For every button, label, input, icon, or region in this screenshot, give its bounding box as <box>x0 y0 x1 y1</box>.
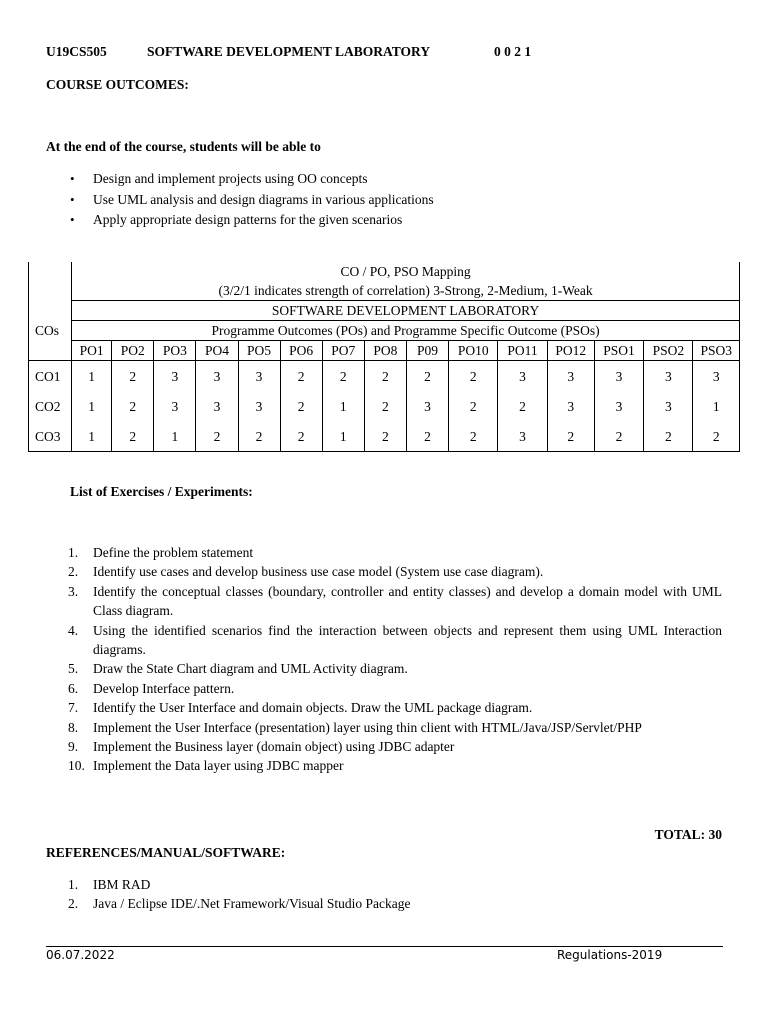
table-cell: 1 <box>322 421 364 452</box>
list-number: 10. <box>68 758 85 774</box>
table-cell: 2 <box>644 421 693 452</box>
table-row <box>29 421 740 452</box>
table-cell: 2 <box>406 421 448 452</box>
list-item <box>46 543 722 562</box>
list-item <box>46 582 722 621</box>
list-text: Implement the Data layer using JDBC mapper <box>93 758 344 774</box>
table-cell: 1 <box>693 391 740 421</box>
column-header: PO8 <box>364 341 406 361</box>
table-cell: 2 <box>449 421 498 452</box>
table-cell: 2 <box>498 391 547 421</box>
table-cell: 3 <box>406 391 448 421</box>
table-cell: 3 <box>154 361 196 392</box>
list-text: Identify use cases and develop business use case model (System use case diagram). <box>93 564 544 580</box>
mapping-legend: (3/2/1 indicates strength of correlation) 3-Strong, 2-Medium, 1-Weak <box>218 283 593 298</box>
list-text: Develop Interface pattern. <box>93 680 235 696</box>
table-row <box>29 391 740 421</box>
table-cell: 2 <box>406 361 448 392</box>
course-title: SOFTWARE DEVELOPMENT LABORATORY <box>147 44 431 59</box>
table-cell: 2 <box>449 391 498 421</box>
list-text: Implement the User Interface (presentation) layer using thin client with HTML/Java/JSP/Servlet/PHP <box>93 719 642 735</box>
table-cell: 2 <box>280 421 322 452</box>
table-cell: 2 <box>112 421 154 452</box>
table-cell: 3 <box>238 391 280 421</box>
co-label: CO1 <box>29 361 72 392</box>
list-item <box>46 659 722 678</box>
list-text: Java / Eclipse IDE/.Net Framework/Visual Studio Package <box>93 896 411 912</box>
outcome-item: • Use UML analysis and design diagrams in various applications <box>70 191 434 212</box>
table-cell: 3 <box>594 391 643 421</box>
column-header: PO3 <box>154 341 196 361</box>
table-cell: 1 <box>154 421 196 452</box>
column-header-row <box>29 341 740 361</box>
table-cell: 2 <box>112 361 154 392</box>
list-number: 6. <box>68 680 79 696</box>
column-header: PO11 <box>498 341 547 361</box>
list-text: IBM RAD <box>93 877 151 892</box>
list-number: 4. <box>68 622 79 638</box>
table-cell: 2 <box>594 421 643 452</box>
list-number: 1. <box>68 545 79 560</box>
table-cell: 3 <box>693 361 740 392</box>
table-cell: 1 <box>72 361 112 392</box>
table-cell: 3 <box>547 391 594 421</box>
table-cell: 3 <box>498 421 547 452</box>
table-cell: 3 <box>498 361 547 392</box>
intro-text: At the end of the course, students will be able to <box>46 139 321 154</box>
table-cell: 2 <box>280 391 322 421</box>
mapping-title: CO / PO, PSO Mapping <box>340 264 471 279</box>
mapping-subtitle: Programme Outcomes (POs) and Programme Specific Outcome (PSOs) <box>72 321 740 341</box>
table-cell: 1 <box>72 421 112 452</box>
list-item <box>46 875 411 894</box>
list-number: 9. <box>68 739 79 755</box>
column-header: PSO1 <box>594 341 643 361</box>
total-hours: TOTAL: 30 <box>654 827 722 842</box>
references-list <box>46 875 411 914</box>
list-number: 2. <box>68 564 79 580</box>
co-label: CO2 <box>29 391 72 421</box>
list-text: Identify the conceptual classes (boundary, controller and entity classes) and develop a domain model with UML Class diagram. <box>93 583 722 619</box>
table-cell: 2 <box>280 361 322 392</box>
outcome-item: • Apply appropriate design patterns for the given scenarios <box>70 211 434 232</box>
table-cell: 2 <box>238 421 280 452</box>
list-item <box>46 679 722 698</box>
table-cell: 2 <box>449 361 498 392</box>
outcome-item: • Design and implement projects using OO concepts <box>70 170 434 191</box>
exercises-heading: List of Exercises / Experiments: <box>70 484 253 499</box>
list-item <box>46 698 722 717</box>
table-cell: 1 <box>72 391 112 421</box>
footer-date: 06.07.2022 <box>46 948 115 962</box>
table-cell: 3 <box>196 391 238 421</box>
table-row <box>29 361 740 392</box>
footer-regulations: Regulations-2019 <box>557 948 663 962</box>
list-item <box>46 621 722 660</box>
list-text: Draw the State Chart diagram and UML Activity diagram. <box>93 661 408 677</box>
table-cell: 3 <box>238 361 280 392</box>
table-cell: 3 <box>644 391 693 421</box>
references-heading: REFERENCES/MANUAL/SOFTWARE: <box>46 845 286 860</box>
list-number: 2. <box>68 896 79 912</box>
column-header: PSO2 <box>644 341 693 361</box>
column-header: PO2 <box>112 341 154 361</box>
column-header: PO1 <box>72 341 112 361</box>
list-item <box>46 718 722 737</box>
table-cell: 3 <box>644 361 693 392</box>
list-number: 5. <box>68 661 79 677</box>
exercises-list <box>46 543 722 776</box>
list-text: Using the identified scenarios find the interaction between objects and represent them using UML Interaction diagrams. <box>93 622 722 658</box>
list-number: 7. <box>68 700 79 716</box>
course-credits: 0 0 2 1 <box>494 44 532 59</box>
table-cell: 2 <box>112 391 154 421</box>
table-cell: 2 <box>547 421 594 452</box>
list-item <box>46 562 722 581</box>
table-cell: 3 <box>547 361 594 392</box>
list-item <box>46 737 722 756</box>
column-header: PSO3 <box>693 341 740 361</box>
table-cell: 2 <box>196 421 238 452</box>
table-cell: 3 <box>154 391 196 421</box>
cos-label: COs <box>29 321 72 341</box>
outcomes-list <box>70 170 434 232</box>
column-header: P09 <box>406 341 448 361</box>
column-header: PO10 <box>449 341 498 361</box>
table-cell: 2 <box>364 361 406 392</box>
course-code: U19CS505 <box>46 44 107 59</box>
column-header: PO7 <box>322 341 364 361</box>
co-label: CO3 <box>29 421 72 452</box>
table-cell: 3 <box>196 361 238 392</box>
list-text: Identify the User Interface and domain objects. Draw the UML package diagram. <box>93 700 533 716</box>
co-po-mapping-table <box>28 262 740 452</box>
table-cell: 1 <box>322 391 364 421</box>
list-number: 8. <box>68 719 79 735</box>
column-header: PO12 <box>547 341 594 361</box>
course-outcomes-heading: COURSE OUTCOMES: <box>46 77 189 92</box>
column-header: PO6 <box>280 341 322 361</box>
list-text: Define the problem statement <box>93 545 254 560</box>
list-number: 1. <box>68 877 79 892</box>
list-text: Implement the Business layer (domain object) using JDBC adapter <box>93 739 455 755</box>
list-item <box>46 894 411 913</box>
column-header: PO4 <box>196 341 238 361</box>
footer-rule <box>46 946 723 947</box>
table-cell: 2 <box>322 361 364 392</box>
list-item <box>46 756 722 775</box>
table-cell: 2 <box>693 421 740 452</box>
table-cell: 3 <box>594 361 643 392</box>
table-cell: 2 <box>364 391 406 421</box>
column-header: PO5 <box>238 341 280 361</box>
list-number: 3. <box>68 583 79 599</box>
table-cell: 2 <box>364 421 406 452</box>
mapping-course: SOFTWARE DEVELOPMENT LABORATORY <box>72 301 740 321</box>
